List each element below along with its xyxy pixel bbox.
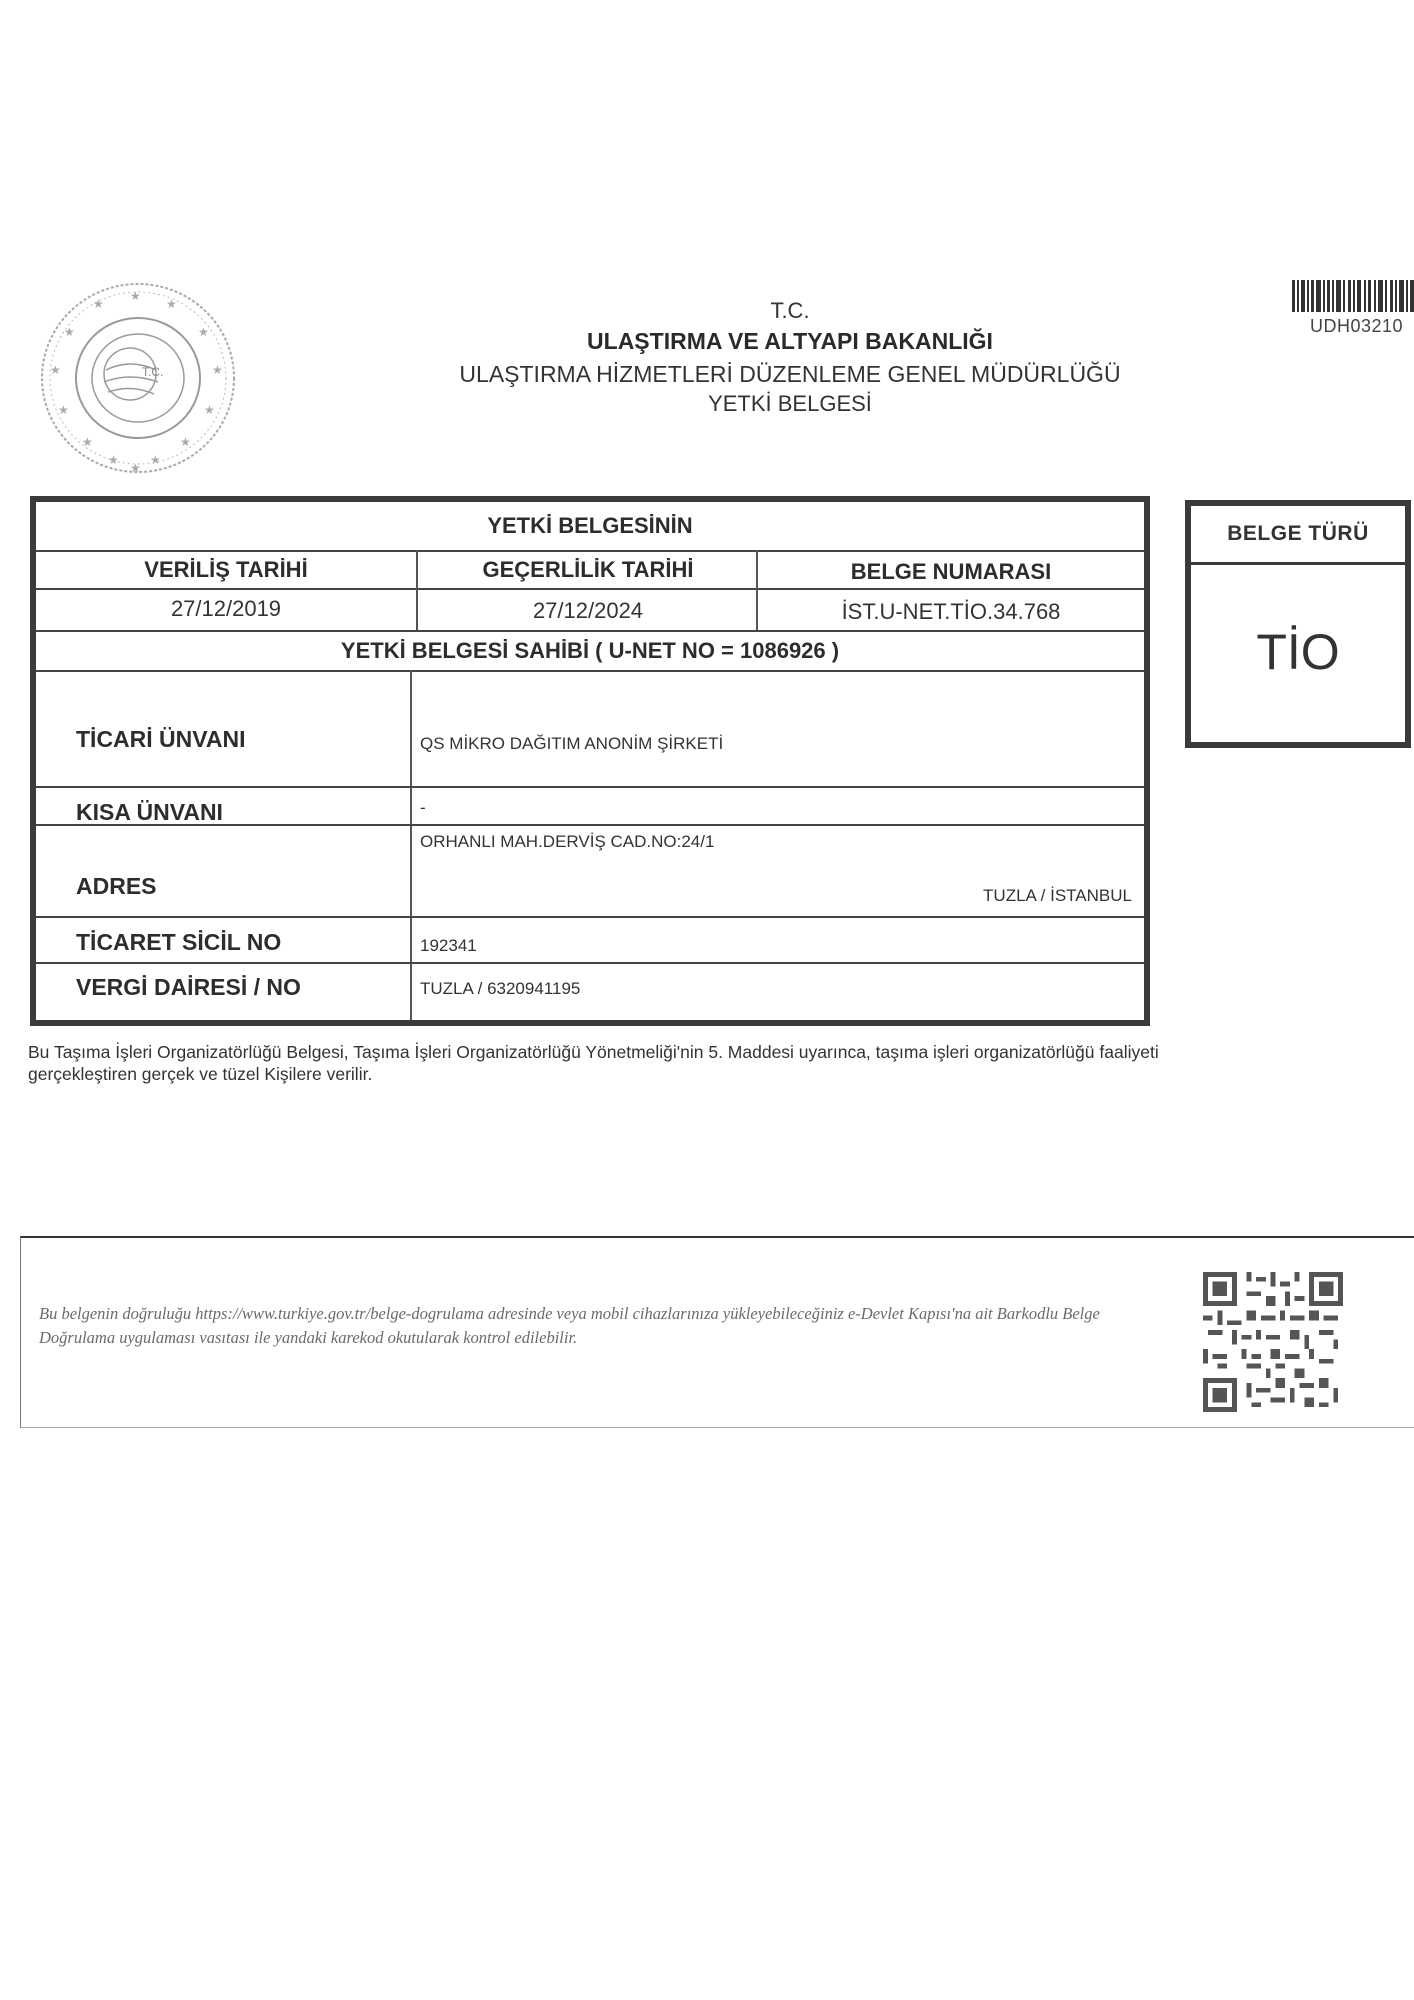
header-tc: T.C. bbox=[770, 298, 810, 323]
divider bbox=[756, 550, 758, 630]
issue-date: 27/12/2019 bbox=[170, 596, 282, 621]
column-header-document-number: BELGE NUMARASI bbox=[850, 559, 1052, 584]
label-trade-name: TİCARİ ÜNVANI bbox=[76, 726, 246, 752]
barcode-icon bbox=[1292, 280, 1414, 312]
document-title: YETKİ BELGESİ bbox=[708, 391, 872, 416]
value-address-line2: TUZLA / İSTANBUL bbox=[983, 886, 1132, 905]
section-title: YETKİ BELGESİNİN bbox=[487, 513, 693, 538]
svg-text:★: ★ bbox=[212, 363, 223, 377]
owner-title: YETKİ BELGESİ SAHİBİ ( U-NET NO = 1086926 ) bbox=[340, 638, 840, 663]
value-address-line1: ORHANLI MAH.DERVİŞ CAD.NO:24/1 bbox=[420, 832, 715, 851]
divider bbox=[36, 916, 1144, 918]
svg-text:T.C.: T.C. bbox=[142, 365, 164, 379]
ministry-seal-icon bbox=[38, 278, 238, 478]
column-header-issue-date: VERİLİŞ TARİHİ bbox=[144, 557, 308, 582]
divider bbox=[36, 786, 1144, 788]
divider bbox=[36, 824, 1144, 826]
value-tax-office-no: TUZLA / 6320941195 bbox=[420, 979, 581, 998]
svg-text:★: ★ bbox=[50, 363, 61, 377]
svg-text:★: ★ bbox=[204, 403, 215, 417]
value-trade-registry-no: 192341 bbox=[420, 936, 477, 955]
document-number: İST.U-NET.TİO.34.768 bbox=[841, 599, 1061, 624]
validity-date: 27/12/2024 bbox=[532, 598, 644, 623]
divider bbox=[36, 962, 1144, 964]
label-address: ADRES bbox=[76, 873, 157, 899]
svg-text:★: ★ bbox=[58, 403, 69, 417]
svg-text:★: ★ bbox=[64, 325, 75, 339]
divider bbox=[410, 670, 412, 1020]
divider bbox=[36, 670, 1144, 672]
qr-code-icon[interactable] bbox=[1203, 1272, 1343, 1412]
svg-text:★: ★ bbox=[130, 461, 141, 475]
document-type-label: BELGE TÜRÜ bbox=[1191, 506, 1405, 565]
ministry-name: ULAŞTIRMA VE ALTYAPI BAKANLIĞI bbox=[587, 328, 993, 354]
document-type-value: TİO bbox=[1256, 624, 1340, 680]
value-short-name: - bbox=[420, 798, 426, 817]
verification-box bbox=[20, 1236, 1414, 1428]
svg-text:★: ★ bbox=[198, 325, 209, 339]
svg-text:★: ★ bbox=[166, 297, 177, 311]
label-trade-registry-no: TİCARET SİCİL NO bbox=[76, 929, 282, 955]
svg-text:★: ★ bbox=[150, 453, 161, 467]
legal-footnote: Bu Taşıma İşleri Organizatörlüğü Belgesi, Taşıma İşleri Organizatörlüğü Yönetmeliği'nin 5. Maddesi uyarınca, taşıma işleri organizatörlüğü faaliyeti gerçekleştiren gerçek ve tüzel Kişilere verilir. bbox=[28, 1042, 1159, 1084]
divider bbox=[416, 550, 418, 630]
directorate-name: ULAŞTIRMA HİZMETLERİ DÜZENLEME GENEL MÜDÜRLÜĞÜ bbox=[459, 361, 1121, 387]
label-short-name: KISA ÜNVANI bbox=[76, 799, 223, 825]
verification-text: Bu belgenin doğruluğu https://www.turkiye.gov.tr/belge-dogrulama adresinde veya mobil cihazlarınıza yükleyebileceğiniz e-Devlet Kapısı'na ait Barkodlu Belge Doğrulama uygulaması vasıtası ile yandaki karekod okutularak kontrol edilebilir. bbox=[39, 1304, 1100, 1347]
svg-text:★: ★ bbox=[108, 453, 119, 467]
column-header-validity-date: GEÇERLİLİK TARİHİ bbox=[482, 557, 694, 582]
value-trade-name: QS MİKRO DAĞITIM ANONİM ŞİRKETİ bbox=[420, 734, 724, 753]
svg-text:★: ★ bbox=[130, 289, 141, 303]
document-type-box bbox=[1185, 500, 1411, 748]
svg-text:★: ★ bbox=[82, 435, 93, 449]
svg-text:★: ★ bbox=[180, 435, 191, 449]
svg-text:★: ★ bbox=[93, 297, 104, 311]
barcode-number: UDH03210 bbox=[1310, 316, 1404, 336]
certificate-table bbox=[30, 496, 1150, 1026]
label-tax-office-no: VERGİ DAİRESİ / NO bbox=[76, 974, 301, 1000]
